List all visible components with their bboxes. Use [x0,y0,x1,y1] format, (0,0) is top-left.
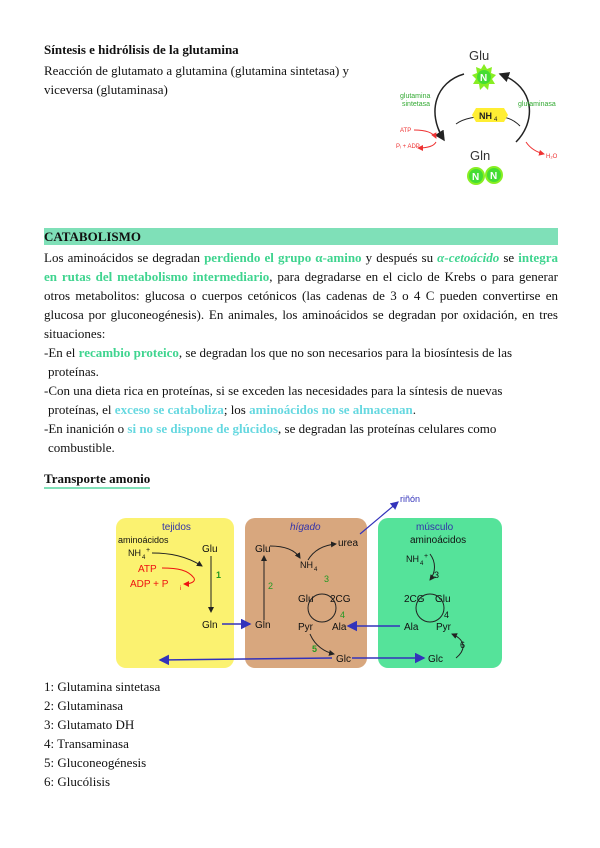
liver-glc: Glc [336,654,351,665]
liver-pyr: Pyr [298,622,313,633]
muscle-pyr: Pyr [436,622,451,633]
muscle-2cg: 2CG [404,594,425,605]
gln-n-text-2: N [490,171,498,182]
list-item: 4: Transaminasa [44,736,129,751]
tissues-aa-label: aminoácidos [118,535,169,545]
atp-label: ATP [400,128,412,134]
list-item: 5: Gluconeogénesis [44,755,147,770]
liver-gln: Gln [255,620,271,631]
muscle-glu: Glu [435,594,451,605]
gln-label: Gln [470,148,491,163]
enzyme-synthetase-2: sintetasa [402,101,431,108]
liver-urea: urea [338,538,359,549]
list-item: 3: Glutamato DH [44,717,135,732]
list-item: 2: Glutaminasa [44,698,124,713]
liver-ala: Ala [332,622,347,633]
tissues-step-1: 1 [216,570,222,580]
muscle-step-3: 3 [434,570,440,580]
svg-text:+: + [146,547,151,554]
muscle-label: músculo [416,522,454,533]
synthetase-arrow [435,74,464,140]
transport-heading: Transporte amonio [44,471,150,489]
ammonium-transport-diagram [110,490,510,675]
muscle-glc: Glc [428,654,443,665]
liver-step-4: 4 [340,610,346,620]
muscle-nh4: NH [406,554,419,564]
h2o-arrow [526,142,544,154]
situation-3: -En inanición o si no se dispone de glúcidos, se degradan las proteínas celulares como combustible. [44,421,497,455]
tissues-adp: ADP + P [130,579,169,590]
muscle-aa-label: aminoácidos [410,535,467,546]
svg-text:4: 4 [420,561,424,567]
liver-glu: Glu [255,544,271,555]
glutamine-cycle-diagram [396,42,580,192]
svg-text:+: + [424,553,429,560]
situation-1: -En el recambio proteico, se degradan los que no son necesarios para la biosíntesis de las proteínas. [44,345,513,379]
liver-label: hígado [290,522,321,533]
gln-n-text-1: N [472,172,480,183]
liver-step-3: 3 [324,574,330,584]
liver-glu-2: Glu [298,594,314,605]
enzyme-glutaminase: glutaminasa [518,101,556,108]
enzyme-list [44,677,160,791]
h2o-label: H₂O [546,154,558,160]
glu-label: Glu [469,48,490,63]
liver-nh4: NH [300,560,313,570]
section-title-glutamine: Síntesis e hidrólisis de la glutamina [44,42,239,57]
situation-2: -Con una dieta rica en proteínas, si se exceden las necesidades para la síntesis de nuevas proteínas, el exceso se cataboliza; los aminoácidos no se almacenan. [44,383,503,417]
liver-2cg: 2CG [330,594,351,605]
muscle-ala: Ala [404,622,419,633]
atp-arrow [414,130,436,138]
kidney-label: riñón [400,494,421,504]
svg-text:4: 4 [314,567,318,573]
liver-step-2: 2 [268,581,274,591]
nh4-sub: 4 [494,117,498,123]
adp-arrow [418,142,436,148]
tissues-atp: ATP [138,564,157,575]
tissues-glu: Glu [202,544,218,555]
catabolism-heading: CATABOLISMO [44,228,558,245]
section-subtitle: Reacción de glutamato a glutamina (glutamina sintetasa) y viceversa (glutaminasa) [44,63,350,97]
tissues-label: tejidos [162,522,191,533]
list-item: 1: Glutamina sintetasa [44,679,161,694]
liver-step-5: 5 [312,644,318,654]
nh4-label: NH [479,111,492,121]
glu-n-text: N [480,73,488,84]
adp-label: Pᵢ + ADP [396,144,420,150]
svg-text:i: i [180,586,182,592]
list-item: 6: Glucólisis [44,774,111,789]
tissues-nh4: NH [128,548,141,558]
muscle-step-4: 4 [444,610,450,620]
svg-text:4: 4 [142,555,146,561]
tissues-gln: Gln [202,620,218,631]
glutaminase-arrow [500,74,529,142]
catabolism-paragraph: Los aminoácidos se degradan perdiendo el grupo α-amino y después su α-cetoácido se integra en rutas del metabolismo intermediario, para degradarse en el ciclo de Krebs o para generar otros metabolitos: glucosa o cuerpos cetónicos (las cadenas de 3 o 4 C pueden convertirse en glucosa por gluconeogénesis). En animales, los aminoácidos se degradan por oxidación, en tres situaciones: [44,250,558,341]
muscle-step-6: 6 [460,640,466,650]
enzyme-synthetase-1: glutamina [400,93,431,100]
